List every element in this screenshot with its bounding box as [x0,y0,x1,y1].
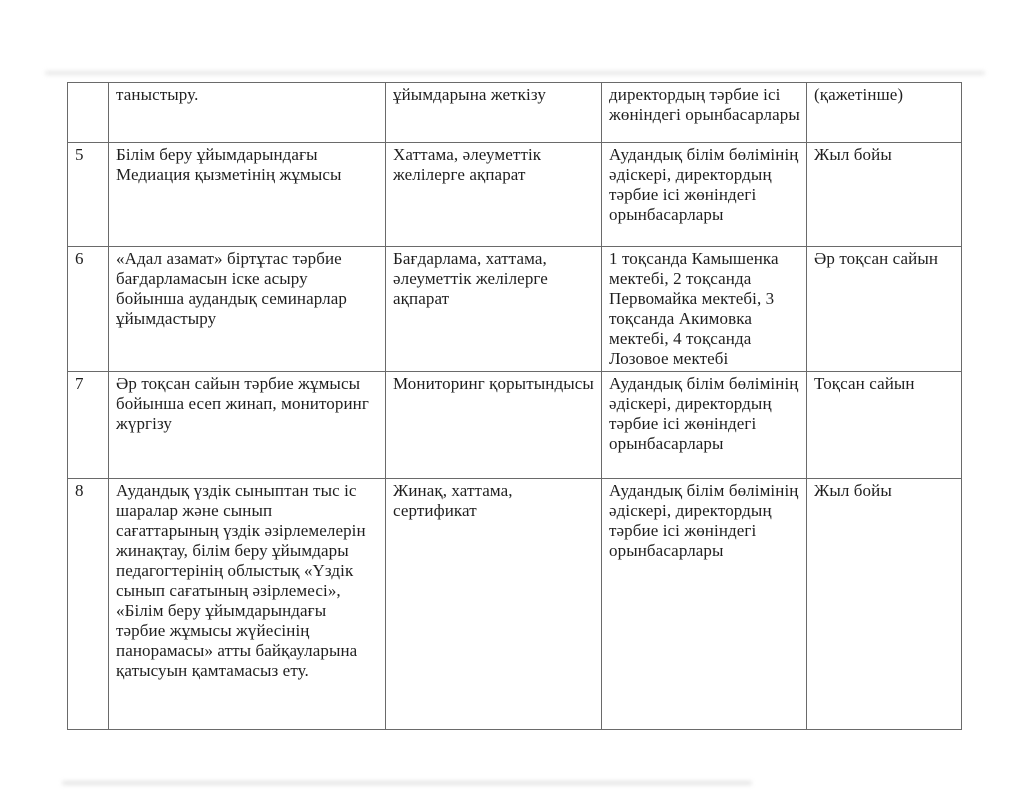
responsible-cell: Аудандық білім бөлімінің әдіскері, директордың тәрбие ісі жөніндегі орынбасарлары [602,479,807,730]
term-cell: Жыл бойы [807,143,962,247]
row-number-cell: 6 [68,247,109,372]
table-row [68,372,962,479]
result-document-cell: ұйымдарына жеткізу [386,83,602,143]
table-row [68,83,962,143]
table-row [68,247,962,372]
responsible-cell: Аудандық білім бөлімінің әдіскері, директордың тәрбие ісі жөніндегі орынбасарлары [602,143,807,247]
result-document-cell: Жинақ, хаттама, сертификат [386,479,602,730]
result-document-cell: Хаттама, әлеуметтік желілерге ақпарат [386,143,602,247]
plan-table [67,82,962,730]
activity-cell: таныстыру. [109,83,386,143]
term-cell: (қажетінше) [807,83,962,143]
activity-cell: Білім беру ұйымдарындағы Медиация қызметінің жұмысы [109,143,386,247]
result-document-cell: Мониторинг қорытындысы [386,372,602,479]
row-number-cell [68,83,109,143]
result-document-cell: Бағдарлама, хаттама, әлеуметтік желілерге ақпарат [386,247,602,372]
table-row [68,143,962,247]
term-cell: Тоқсан сайын [807,372,962,479]
table-row [68,479,962,730]
activity-cell: Әр тоқсан сайын тәрбие жұмысы бойынша есеп жинап, мониторинг жүргізу [109,372,386,479]
activity-cell: Аудандық үздік сыныптан тыс іс шаралар және сынып сағаттарының үздік әзірлемелерін жинақтау, білім беру ұйымдары педагогтерінің облыстық «Үздік сынып сағатының әзірлемесі», «Білім беру ұйымдарындағы тәрбие жұмысы жүйесінің панорамасы» атты байқауларына қатысуын қамтамасыз ету. [109,479,386,730]
responsible-cell: директордың тәрбие ісі жөніндегі орынбасарлары [602,83,807,143]
term-cell: Әр тоқсан сайын [807,247,962,372]
activity-cell: «Адал азамат» біртұтас тәрбие бағдарламасын іске асыру бойынша аудандық семинарлар ұйымдастыру [109,247,386,372]
responsible-cell: 1 тоқсанда Камышенка мектебі, 2 тоқсанда Первомайка мектебі, 3 тоқсанда Акимовка мектебі, 4 тоқсанда Лозовое мектебі [602,247,807,372]
row-number-cell: 7 [68,372,109,479]
row-number-cell: 5 [68,143,109,247]
scan-artifact-top [45,71,985,75]
responsible-cell: Аудандық білім бөлімінің әдіскері, директордың тәрбие ісі жөніндегі орынбасарлары [602,372,807,479]
row-number-cell: 8 [68,479,109,730]
term-cell: Жыл бойы [807,479,962,730]
scan-artifact-bottom [62,781,752,785]
